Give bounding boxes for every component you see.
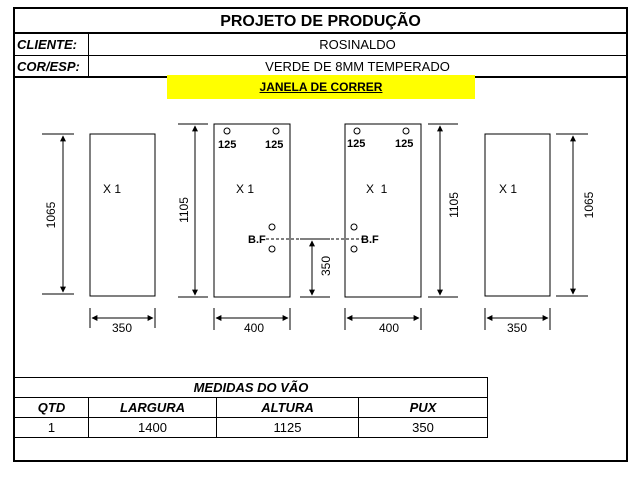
panel-4-qty: X 1 <box>499 182 518 196</box>
col-largura: LARGURA <box>89 398 217 418</box>
cell-pux: 350 <box>359 418 488 438</box>
panel-3-qty: X 1 <box>366 182 388 196</box>
panel-1-height: 1065 <box>44 201 58 229</box>
cell-qtd: 1 <box>15 418 89 438</box>
panel-3-hole-right: 125 <box>395 138 414 150</box>
table-row <box>15 418 488 438</box>
panel-2-hole-right: 125 <box>265 139 284 151</box>
panel-1 <box>90 134 155 296</box>
hole <box>351 224 357 230</box>
puxador-dimension: 350 <box>319 255 333 277</box>
cliente-label: CLIENTE: <box>15 34 89 55</box>
hole <box>354 128 360 134</box>
panel-1-qty: X 1 <box>103 182 122 196</box>
panel-3-width: 400 <box>378 321 400 335</box>
panel-2-qty: X 1 <box>236 182 255 196</box>
panel-2-width: 400 <box>243 321 265 335</box>
panel-2-height: 1105 <box>177 197 191 223</box>
panel-1-width: 350 <box>111 321 133 335</box>
hole <box>273 128 279 134</box>
panel-4-height: 1065 <box>582 191 596 219</box>
col-altura: ALTURA <box>217 398 359 418</box>
col-pux: PUX <box>359 398 488 418</box>
col-qtd: QTD <box>15 398 89 418</box>
panel-3-height: 1105 <box>447 192 461 218</box>
hole <box>224 128 230 134</box>
panel-2-hole-left: 125 <box>218 139 237 151</box>
cliente-value: ROSINALDO <box>319 37 396 52</box>
medidas-table <box>14 377 488 438</box>
page-title: PROJETO DE PRODUÇÃO <box>15 9 626 34</box>
cell-altura: 1125 <box>217 418 359 438</box>
cor-value: VERDE DE 8MM TEMPERADO <box>265 59 450 74</box>
project-name: JANELA DE CORRER <box>259 80 383 94</box>
panel-2-bf: B.F <box>248 234 266 246</box>
medidas-title: MEDIDAS DO VÃO <box>15 378 488 398</box>
cor-label: COR/ESP: <box>15 56 89 77</box>
hole <box>403 128 409 134</box>
hole <box>269 246 275 252</box>
panel-4-width: 350 <box>506 321 528 335</box>
panel-3-bf: B.F <box>361 234 379 246</box>
cell-largura: 1400 <box>89 418 217 438</box>
hole <box>351 246 357 252</box>
panel-3-hole-left: 125 <box>347 138 366 150</box>
hole <box>269 224 275 230</box>
panel-4 <box>485 134 550 296</box>
